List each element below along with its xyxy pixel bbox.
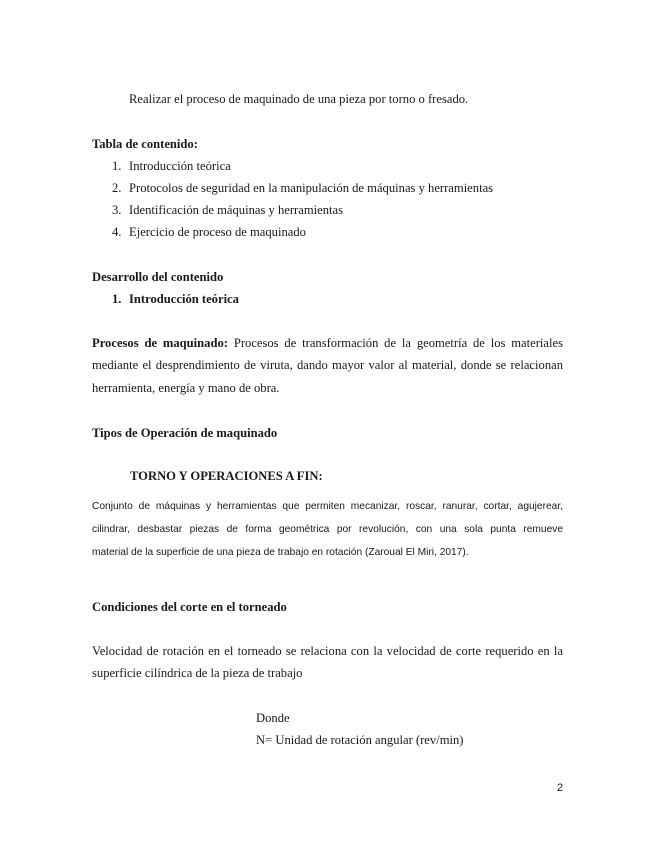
paragraph-line: cilindrar, desbastar piezas de forma geométrica por revolución, con una sola punta remueve [92, 524, 563, 535]
toc-item-number: 2. [112, 181, 122, 195]
toc-item [112, 224, 306, 240]
section-number: 1. [112, 292, 122, 306]
paragraph-line: Conjunto de máquinas y herramientas que permiten mecanizar, roscar, ranurar, cortar, agujerear, [92, 501, 563, 512]
toc-item-number: 4. [112, 225, 122, 239]
paragraph-line: material de la superficie de una pieza de trabajo en rotación (Zaroual El Miri, 2017). [92, 547, 469, 558]
formula-definition: N= Unidad de rotación angular (rev/min) [256, 733, 464, 747]
paragraph-line [92, 335, 563, 351]
toc-item-number: 1. [112, 159, 122, 173]
paragraph-line: superficie cilíndrica de la pieza de trabajo [92, 666, 303, 680]
cutting-heading: Condiciones del corte en el torneado [92, 600, 287, 614]
page-number: 2 [557, 782, 564, 794]
types-heading: Tipos de Operación de maquinado [92, 426, 278, 440]
toc-item-label: Ejercicio de proceso de maquinado [129, 225, 306, 239]
section-heading [112, 291, 239, 307]
toc-item-number: 3. [112, 203, 122, 217]
development-heading: Desarrollo del contenido [92, 270, 224, 284]
lathe-heading: TORNO Y OPERACIONES A FIN: [130, 469, 323, 483]
paragraph-line: mediante el desprendimiento de viruta, dando mayor valor al material, donde se relacionan [92, 358, 563, 372]
toc-item [112, 202, 343, 218]
toc-item-label: Identificación de máquinas y herramientas [129, 203, 344, 217]
toc-item [112, 180, 493, 196]
toc-item-label: Protocolos de seguridad en la manipulación de máquinas y herramientas [129, 181, 494, 195]
intro-sentence: Realizar el proceso de maquinado de una pieza por torno o fresado. [129, 92, 469, 106]
toc-heading: Tabla de contenido: [92, 137, 198, 151]
toc-item [112, 158, 231, 174]
section-title: Introducción teórica [129, 292, 239, 306]
paragraph-line: herramienta, energía y mano de obra. [92, 381, 280, 395]
paragraph-line: Velocidad de rotación en el torneado se relaciona con la velocidad de corte requerido en la [92, 644, 563, 658]
machining-definition: Procesos de transformación de la geometría de los materiales [233, 336, 563, 350]
toc-item-label: Introducción teórica [129, 159, 231, 173]
machining-term: Procesos de maquinado: [92, 336, 228, 350]
formula-where: Donde [256, 711, 290, 725]
